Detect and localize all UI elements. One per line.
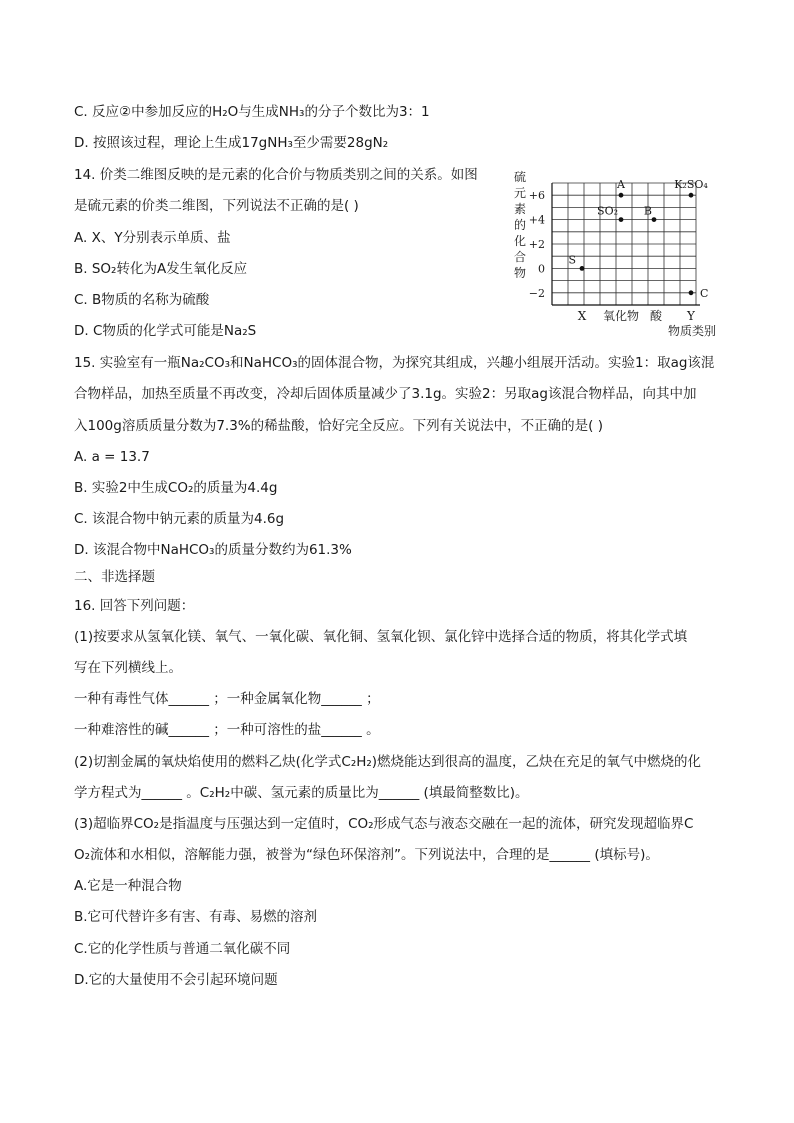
q16-option-c: C.它的化学性质与普通二氧化碳不同 — [74, 941, 291, 957]
q14-option-a: A. X、Y分别表示单质、盐 — [74, 230, 231, 246]
x-axis-label: 物质类别 — [668, 324, 717, 338]
y-axis-label-char: 化 — [514, 234, 527, 248]
q13-option-c: C. 反应②中参加反应的H₂O与生成NH₃的分子个数比为3：1 — [74, 104, 430, 120]
q14-stem-line-1: 14. 价类二维图反映的是元素的化合价与物质类别之间的关系。如图 — [74, 167, 478, 183]
q14-option-c: C. B物质的名称为硫酸 — [74, 292, 210, 308]
data-point — [689, 193, 694, 198]
q14-option-b: B. SO₂转化为A发生氧化反应 — [74, 261, 248, 277]
y-tick-label: 0 — [538, 262, 545, 276]
y-axis-label-char: 元 — [514, 186, 527, 200]
x-tick-label: Y — [687, 309, 695, 323]
data-point — [580, 266, 585, 271]
x-tick-label: 氧化物 — [602, 309, 640, 323]
q13-option-d: D. 按照该过程，理论上生成17gNH₃至少需要28gN₂ — [74, 135, 389, 151]
q16-part2-line-2: 学方程式为______ 。C₂H₂中碳、氢元素的质量比为______ (填最简整数比)。 — [74, 785, 529, 801]
q16-title: 16. 回答下列问题： — [74, 598, 195, 614]
data-point-label: SO₂ — [597, 204, 618, 218]
q15-stem-line-1: 15. 实验室有一瓶Na₂CO₃和NaHCO₃的固体混合物，为探究其组成，兴趣小组展开活动。实验1：取ag该混 — [74, 355, 715, 371]
q16-option-b: B.它可代替许多有害、有毒、易燃的溶剂 — [74, 909, 318, 925]
y-axis-label-char: 素 — [514, 202, 527, 216]
q15-option-a: A. a = 13.7 — [74, 449, 150, 465]
q16-blanks-line-1: 一种有毒性气体______ ；一种金属氧化物______ ； — [74, 691, 380, 707]
x-tick-label: 酸 — [649, 309, 663, 323]
q15-option-c: C. 该混合物中钠元素的质量为4.6g — [74, 511, 285, 527]
y-tick-labels — [529, 189, 545, 300]
y-axis-label-char: 硫 — [514, 170, 527, 184]
data-point — [619, 193, 624, 198]
q15-option-d: D. 该混合物中NaHCO₃的质量分数约为61.3% — [74, 542, 352, 558]
y-tick-label: +6 — [528, 189, 545, 203]
data-point-label: B — [643, 204, 652, 218]
y-tick-label: +4 — [528, 213, 545, 227]
q16-part3-line-1: (3)超临界CO₂是指温度与压强达到一定值时，CO₂形成气态与液态交融在一起的流体，研究发现超临界C — [74, 816, 694, 832]
y-axis-label-char: 的 — [514, 218, 527, 232]
q16-blanks-line-2: 一种难溶性的碱______ ；一种可溶性的盐______ 。 — [74, 722, 380, 738]
q15-option-b: B. 实验2中生成CO₂的质量为4.4g — [74, 480, 278, 496]
y-axis-label — [514, 169, 526, 280]
data-point-label: C — [700, 286, 709, 300]
y-tick-label: −2 — [528, 286, 545, 300]
q16-option-a: A.它是一种混合物 — [74, 878, 182, 894]
y-tick-label: +2 — [528, 238, 545, 251]
chart-points — [568, 178, 708, 300]
q15-stem-line-2: 合物样品，加热至质量不再改变，冷却后固体质量减少了3.1g。实验2：另取ag该混合物样品，向其中加 — [74, 386, 697, 402]
q16-part1-line-1: (1)按要求从氢氧化镁、氧气、一氧化碳、氧化铜、氢氧化钡、氯化锌中选择合适的物质，将其化学式填 — [74, 629, 688, 645]
data-point-label: A — [617, 178, 625, 192]
data-point — [689, 290, 694, 295]
q14-option-d: D. C物质的化学式可能是Na₂S — [74, 323, 257, 339]
y-axis-label-char: 物 — [514, 266, 527, 280]
section-heading: 二、非选择题 — [74, 569, 155, 585]
chart-grid — [552, 183, 696, 305]
q16-part2-line-1: (2)切割金属的氧炔焰使用的燃料乙炔(化学式C₂H₂)燃烧能达到很高的温度，乙炔在充足的氧气中燃烧的化 — [74, 754, 702, 770]
data-point — [619, 217, 624, 222]
data-point-label: S — [568, 253, 576, 267]
y-axis-label-char: 合 — [514, 250, 527, 264]
sulfur-valence-chart — [500, 165, 740, 345]
data-point — [652, 217, 657, 222]
q16-option-d: D.它的大量使用不会引起环境问题 — [74, 972, 278, 988]
data-point-label: K₂SO₄ — [674, 178, 708, 192]
x-tick-label: X — [577, 309, 587, 323]
q15-stem-line-3: 入100g溶质质量分数为7.3%的稀盐酸，恰好完全反应。下列有关说法中，不正确的是( ) — [74, 418, 603, 434]
q16-part3-line-2: O₂流体和水相似，溶解能力强，被誉为“绿色环保溶剂”。下列说法中，合理的是______ (填标号)。 — [74, 847, 659, 863]
q14-stem-line-2: 是硫元素的价类二维图，下列说法不正确的是( ) — [74, 198, 359, 214]
x-tick-labels — [578, 308, 696, 323]
q16-part1-line-2: 写在下列横线上。 — [74, 660, 182, 676]
